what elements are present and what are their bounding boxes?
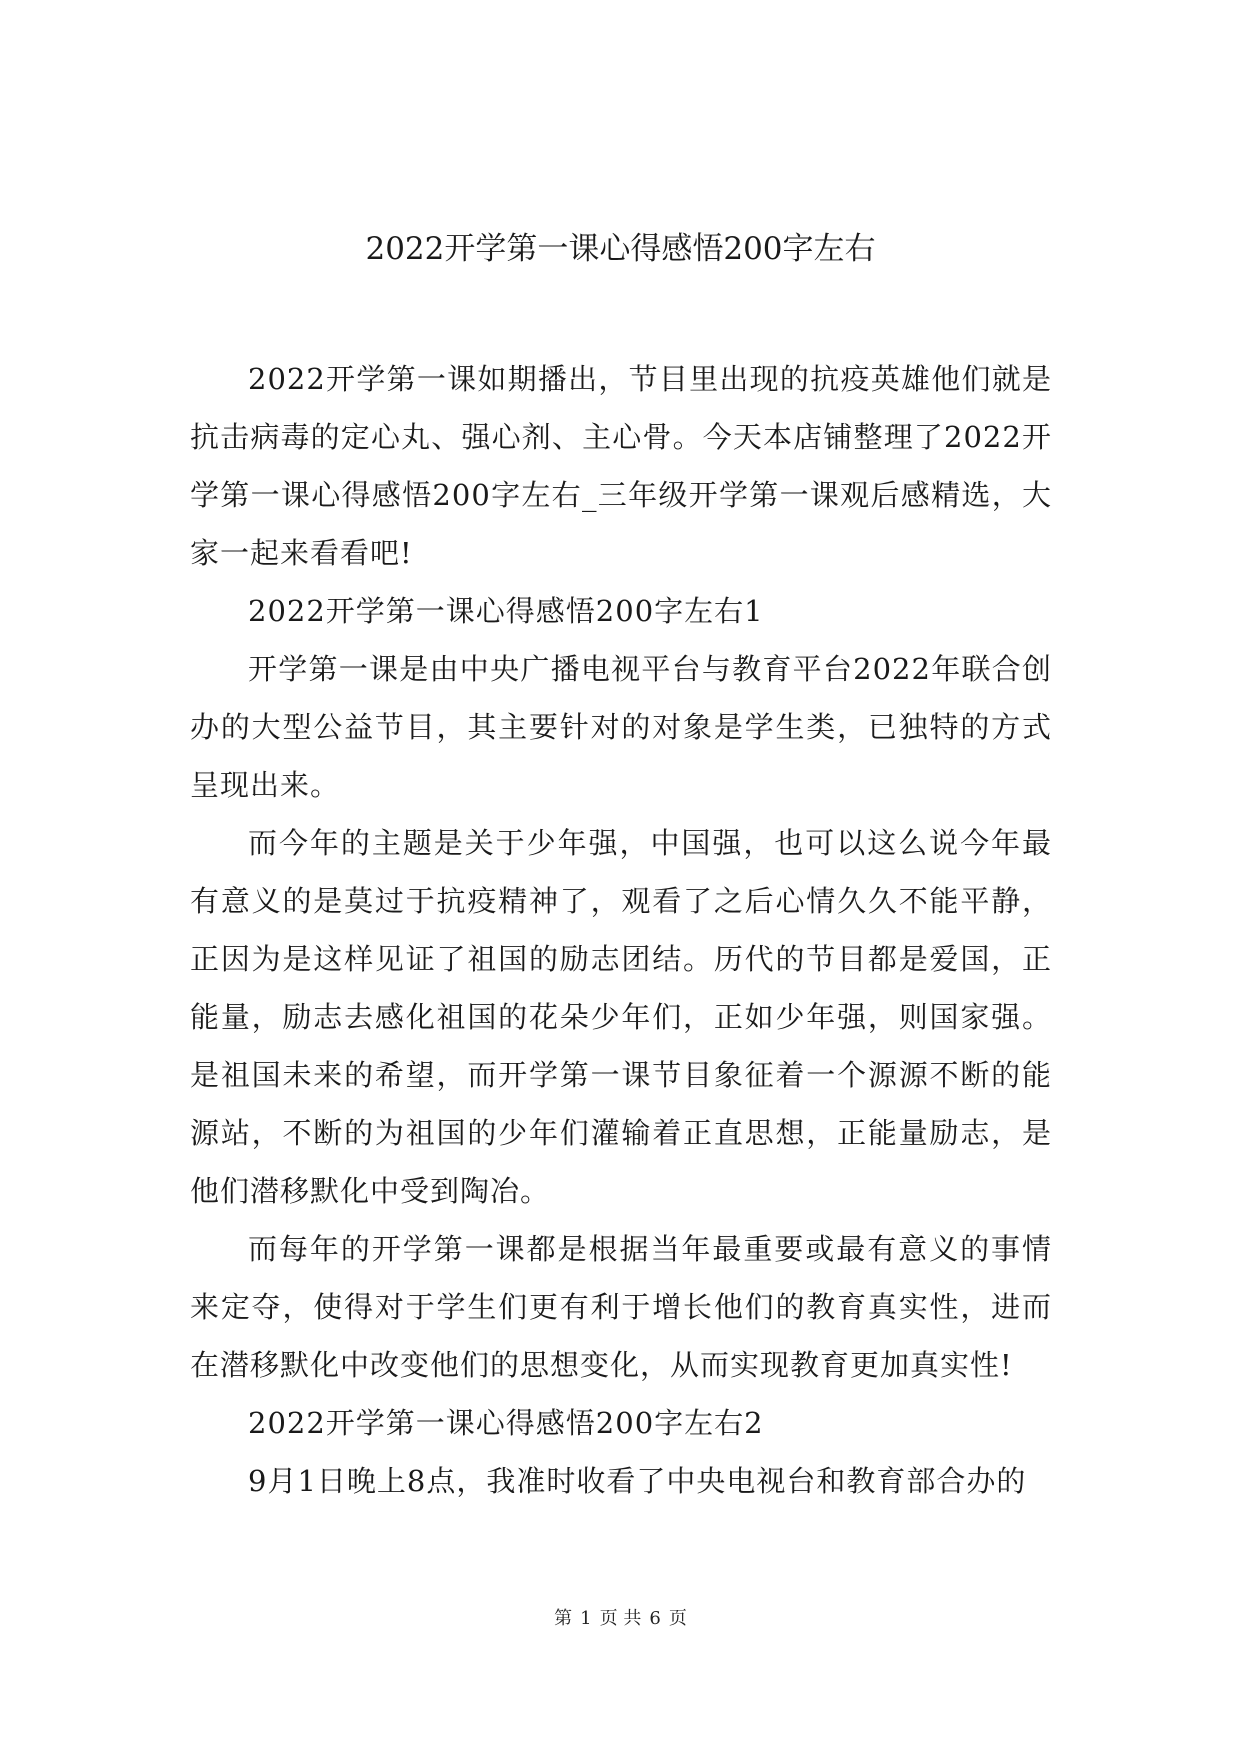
footer-mid: 页 共 [599,1608,642,1629]
section-heading-2: 2022开学第一课心得感悟200字左右2 [248,1406,764,1440]
footer-suffix: 页 [668,1608,687,1629]
current-page-number: 1 [580,1608,592,1629]
paragraph: 而今年的主题是关于少年强，中国强，也可以这么说今年最有意义的是莫过于抗疫精神了，观看了之后心情久久不能平静，正因为是这样见证了祖国的励志团结。历代的节目都是爱国，正能量，励志去感化祖国的花朵少年们，正如少年强，则国家强。是祖国未来的希望，而开学第一课节目象征着一个源源不断的能源站，不断的为祖国的少年们灌输着正直思想，正能量励志，是他们潜移默化中受到陶冶。 [190,826,1052,1208]
total-page-count: 6 [649,1608,661,1629]
paragraph: 开学第一课是由中央广播电视平台与教育平台2022年联合创办的大型公益节目，其主要针对的对象是学生类，已独特的方式呈现出来。 [190,652,1052,802]
document-body [190,350,1052,1510]
paragraph: 9月1日晚上8点，我准时收看了中央电视台和教育部合办的 [248,1464,1027,1498]
footer-prefix: 第 [554,1608,573,1629]
document-title: 2022开学第一课心得感悟200字左右 [365,231,876,267]
section-heading-1: 2022开学第一课心得感悟200字左右1 [248,594,764,628]
paragraph: 而每年的开学第一课都是根据当年最重要或最有意义的事情来定夺，使得对于学生们更有利于增长他们的教育真实性，进而在潜移默化中改变他们的思想变化，从而实现教育更加真实性! [190,1232,1052,1382]
paragraph-intro: 2022开学第一课如期播出，节目里出现的抗疫英雄他们就是抗击病毒的定心丸、强心剂、主心骨。今天本店铺整理了2022开学第一课心得感悟200字左右_三年级开学第一课观后感精选，大家一起来看看吧! [190,362,1052,570]
page-footer [0,1607,1241,1631]
